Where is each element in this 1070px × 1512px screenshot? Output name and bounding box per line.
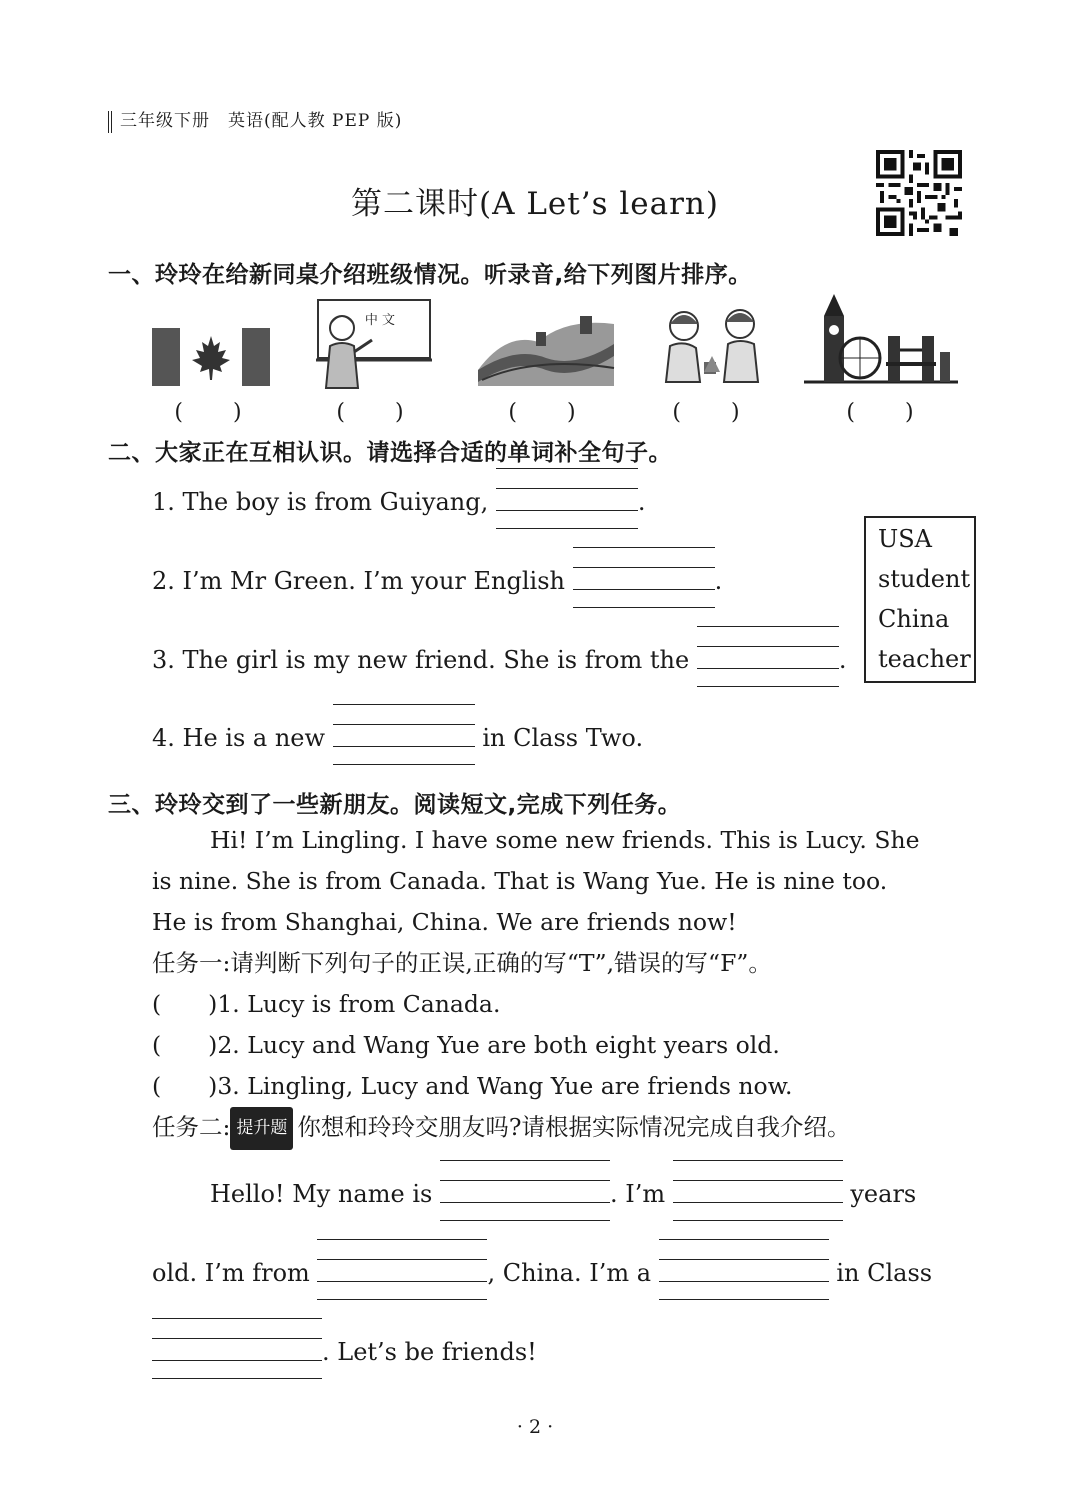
question-2	[152, 563, 722, 595]
answer-blank-3[interactable]	[697, 642, 839, 668]
question-2-end: .	[714, 567, 723, 595]
statement-2[interactable]: ( )2. Lucy and Wang Yue are both eight years old.	[152, 1031, 780, 1059]
intro-line-2	[152, 1255, 932, 1287]
question-1-text: 1. The boy is from Guiyang,	[152, 488, 489, 516]
order-blank-2[interactable]: ( )	[336, 400, 406, 425]
statement-1[interactable]: ( )1. Lucy is from Canada.	[152, 990, 501, 1018]
intro-im: . I’m	[609, 1180, 666, 1208]
order-blank-3[interactable]: ( )	[508, 400, 578, 425]
intro-china-im-a: , China. I’m a	[487, 1259, 652, 1287]
qr-code-icon	[876, 150, 962, 236]
city-blank[interactable]	[317, 1255, 487, 1281]
section3-heading: 三、玲玲交到了一些新朋友。阅读短文,完成下列任务。	[108, 792, 682, 818]
question-1-end: .	[637, 488, 646, 516]
intro-in-class: in Class	[836, 1259, 933, 1287]
great-wall-icon	[476, 296, 616, 390]
grade-blank[interactable]	[659, 1255, 829, 1281]
answer-blank-2[interactable]	[573, 563, 715, 589]
intro-line-1	[210, 1176, 916, 1208]
question-4-end: in Class Two.	[482, 724, 644, 752]
task2-instruction	[152, 1107, 851, 1150]
book-header	[108, 106, 402, 133]
teacher-icon	[312, 296, 438, 390]
question-4	[152, 720, 643, 752]
order-blank-5[interactable]: ( )	[846, 400, 916, 425]
board-text: 中 文	[364, 313, 396, 328]
intro-end: . Let’s be friends!	[322, 1338, 537, 1366]
class-blank[interactable]	[152, 1334, 322, 1360]
passage-line-3: He is from Shanghai, China. We are friends now!	[152, 908, 737, 936]
page-number: · 2 ·	[516, 1416, 554, 1438]
age-blank[interactable]	[673, 1176, 843, 1202]
header-bar	[108, 111, 112, 133]
two-boys-icon	[656, 296, 766, 390]
intro-hello: Hello! My name is	[210, 1180, 433, 1208]
section1-heading: 一、玲玲在给新同桌介绍班级情况。听录音,给下列图片排序。	[108, 262, 752, 288]
question-3	[152, 642, 846, 674]
section2-heading: 二、大家正在互相认识。请选择合适的单词补全句子。	[108, 440, 672, 466]
word-student: student	[878, 565, 971, 593]
london-landmarks-icon	[804, 292, 958, 388]
task2-text: 你想和玲玲交朋友吗?请根据实际情况完成自我介绍。	[297, 1113, 851, 1141]
lesson-title: 第二课时(A Let’s learn)	[351, 186, 719, 222]
question-3-text: 3. The girl is my new friend. She is from the	[152, 646, 690, 674]
question-3-end: .	[838, 646, 847, 674]
question-2-text: 2. I’m Mr Green. I’m your English	[152, 567, 565, 595]
statement-3[interactable]: ( )3. Lingling, Lucy and Wang Yue are friends now.	[152, 1072, 793, 1100]
order-blank-4[interactable]: ( )	[672, 400, 742, 425]
word-teacher: teacher	[878, 645, 971, 673]
order-blank-1[interactable]: ( )	[174, 400, 244, 425]
task1-instruction: 任务一:请判断下列句子的正误,正确的写“T”,错误的写“F”。	[152, 949, 772, 977]
word-china: China	[878, 605, 950, 633]
question-1	[152, 484, 646, 516]
passage-line-2: is nine. She is from Canada. That is Wang Yue. He is nine too.	[152, 867, 888, 895]
name-blank[interactable]	[440, 1176, 610, 1202]
passage-line-1: Hi! I’m Lingling. I have some new friends. This is Lucy. She	[210, 826, 920, 854]
answer-blank-1[interactable]	[496, 484, 638, 510]
question-4-text: 4. He is a new	[152, 724, 326, 752]
canada-flag-icon	[150, 296, 274, 390]
advanced-badge: 提升题	[230, 1107, 293, 1150]
word-bank-box	[864, 516, 976, 683]
answer-blank-4[interactable]	[333, 720, 475, 746]
intro-years: years	[850, 1180, 917, 1208]
header-text: 三年级下册 英语(配人教 PEP 版)	[120, 111, 403, 131]
word-usa: USA	[878, 525, 932, 553]
intro-line-3	[152, 1334, 537, 1366]
intro-old-from: old. I’m from	[152, 1259, 310, 1287]
task2-prefix: 任务二:	[152, 1113, 231, 1141]
